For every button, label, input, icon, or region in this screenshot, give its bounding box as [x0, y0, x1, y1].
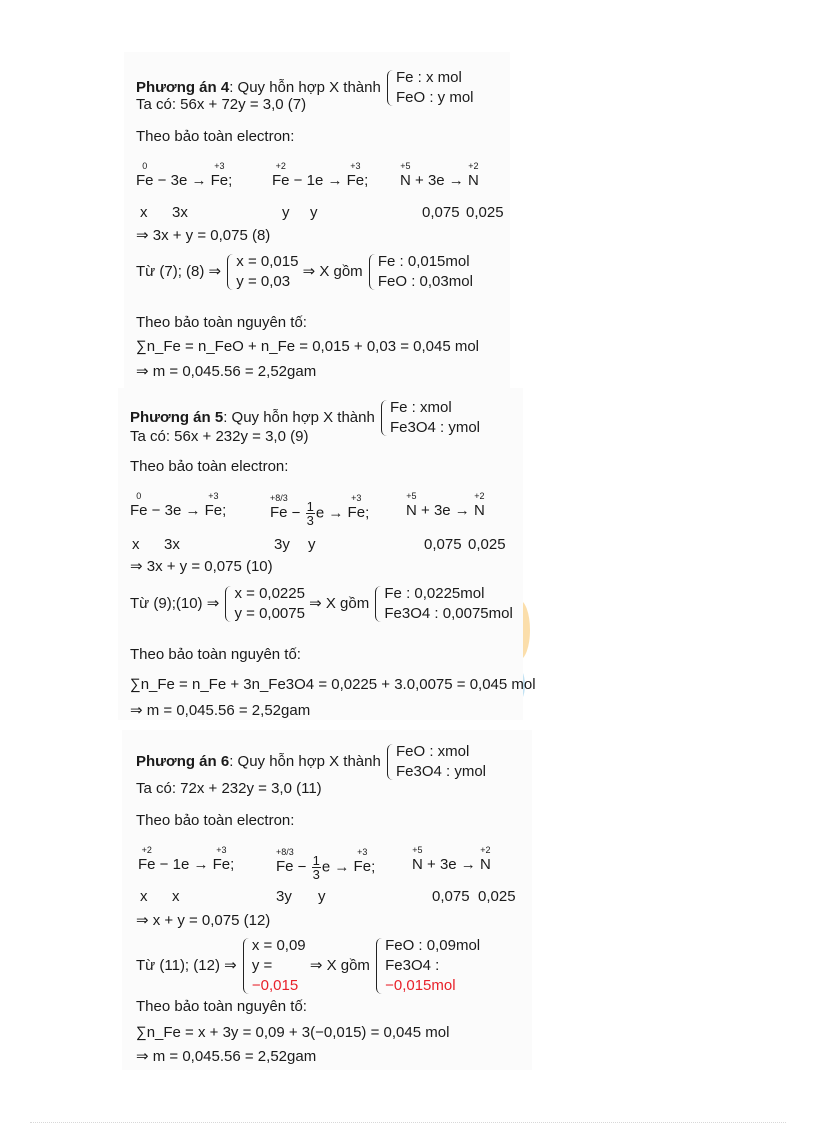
section-4-title-rest: : Quy hỗn hợp X thành	[229, 78, 381, 96]
sys-row	[252, 956, 306, 996]
amount: x	[140, 204, 148, 221]
from-label: Từ (7); (8) ⇒	[136, 262, 222, 280]
section-6-title: Phương án 6	[136, 752, 230, 770]
equation-10: ⇒ 3x + y = 0,075 (10)	[130, 558, 273, 575]
amount: y	[308, 536, 316, 553]
sys-label: Fe3O4 :	[385, 957, 440, 974]
from-label: Từ (9);(10) ⇒	[130, 594, 220, 612]
solution-panel-4	[124, 52, 510, 388]
amount: x	[172, 888, 180, 905]
fe-symbol: 0 Fe	[130, 491, 148, 519]
equation-11: Ta có: 72x + 232y = 3,0 (11)	[136, 780, 322, 797]
frac-num: 1	[306, 499, 314, 514]
sys-row: Fe : 0,015mol	[377, 253, 470, 270]
x-includes-label: ⇒ X gồm	[302, 262, 363, 280]
mass-result: ⇒ m = 0,045.56 = 2,52gam	[136, 1048, 317, 1065]
solution-system	[227, 252, 298, 292]
solution-row	[136, 936, 480, 996]
reaction-row: +5 N + 3e → +2 N	[400, 161, 479, 189]
ox-label: +5	[406, 491, 417, 501]
ox-label: +8/3	[276, 847, 294, 858]
sys-row: x = 0,09	[251, 937, 306, 954]
amount: y	[310, 204, 318, 221]
sys-row: FeO : xmol	[395, 743, 470, 760]
section-6-system	[387, 742, 486, 782]
section-5-title: Phương án 5	[130, 408, 224, 426]
sys-row	[385, 956, 480, 996]
reaction-row: +2 Fe − 1e → +3 Fe;	[272, 161, 369, 189]
amount: y	[282, 204, 290, 221]
ox-label: +2	[468, 161, 479, 171]
fe-symbol: +3 Fe	[212, 845, 231, 873]
reaction-row: +8/3 Fe − $\frac{1}{3}$ e → +3 Fe;	[276, 847, 376, 882]
n-symbol: +2 N	[479, 845, 491, 873]
section-5-title-rest: : Quy hỗn hợp X thành	[223, 408, 375, 426]
fe-symbol: +8/3 Fe	[276, 847, 294, 876]
mass-result: ⇒ m = 0,045.56 = 2,52gam	[136, 363, 317, 380]
section-6-title-rest: : Quy hỗn hợp X thành	[229, 752, 381, 770]
n-symbol: +5 N	[400, 161, 411, 189]
one-third-fraction	[306, 500, 315, 527]
frac-den: 3	[306, 513, 314, 528]
result-system	[375, 584, 512, 624]
amount: 0,025	[478, 888, 516, 905]
section-5-system	[381, 398, 480, 438]
solution-system	[243, 936, 306, 996]
amount: 3y	[274, 536, 290, 553]
solution-panel-6	[122, 730, 532, 1070]
ox-label: +2	[141, 845, 152, 855]
reaction-row: +2 Fe − 1e → +3 Fe;	[138, 845, 235, 873]
sum-fe-equation: ∑n_Fe = n_Fe + 3n_Fe3O4 = 0,0225 + 3.0,0075 = 0,045 mol	[130, 676, 536, 693]
ox-label: +5	[400, 161, 411, 171]
element-balance-label: Theo bảo toàn nguyên tố:	[136, 314, 307, 331]
amount: x	[132, 536, 140, 553]
section-4-system	[387, 68, 474, 108]
sys-row: FeO : 0,09mol	[385, 937, 481, 954]
ox-label: +2	[480, 845, 491, 855]
ox-label: +3	[216, 845, 227, 855]
solution-row	[130, 584, 513, 624]
sys-row: FeO : y mol	[395, 89, 474, 106]
n-symbol: +5 N	[406, 491, 417, 519]
reaction-row: 0 Fe − 3e → +3 Fe;	[130, 491, 227, 519]
amount: 3x	[172, 204, 188, 221]
sum-fe-equation: ∑n_Fe = n_FeO + n_Fe = 0,015 + 0,03 = 0,045 mol	[136, 338, 480, 355]
ox-label: +5	[412, 845, 423, 855]
fe-symbol: 0 Fe	[136, 161, 154, 189]
ox-label: +8/3	[270, 493, 288, 504]
reaction-row: +5 N + 3e → +2 N	[406, 491, 485, 519]
ox-label: +3	[208, 491, 219, 501]
ox-label: +3	[357, 847, 368, 858]
fe-symbol: +3 Fe	[210, 161, 229, 189]
fe-symbol: +8/3 Fe	[270, 493, 288, 522]
sum-fe-equation: ∑n_Fe = x + 3y = 0,09 + 3(−0,015) = 0,045 mol	[136, 1024, 450, 1041]
sys-row: Fe : xmol	[389, 399, 452, 416]
electron-balance-label: Theo bảo toàn electron:	[136, 812, 295, 829]
frac-den: 3	[312, 867, 320, 882]
amount: 0,075	[422, 204, 460, 221]
ox-label: +2	[275, 161, 286, 171]
equation-7: Ta có: 56x + 72y = 3,0 (7)	[136, 96, 307, 113]
solution-row	[136, 252, 473, 292]
frac-num: 1	[312, 853, 320, 868]
element-balance-label: Theo bảo toàn nguyên tố:	[136, 998, 307, 1015]
sys-row: y = 0,0075	[234, 605, 305, 622]
ox-label: +3	[350, 161, 361, 171]
sys-row: Fe : 0,0225mol	[384, 585, 485, 602]
n-symbol: +2 N	[473, 491, 485, 519]
element-balance-label: Theo bảo toàn nguyên tố:	[130, 646, 301, 663]
amount: 3x	[164, 536, 180, 553]
ox-label: +2	[474, 491, 485, 501]
negative-value: −0,015mol	[385, 977, 456, 994]
fe-symbol: +3 Fe	[204, 491, 223, 519]
sys-label: y =	[251, 957, 273, 974]
reaction-row: +5 N + 3e → +2 N	[412, 845, 491, 873]
result-system	[369, 252, 473, 292]
electron-balance-label: Theo bảo toàn electron:	[130, 458, 289, 475]
electron-balance-label: Theo bảo toàn electron:	[136, 128, 295, 145]
section-6-heading	[136, 742, 486, 782]
x-includes-label: ⇒ X gồm	[309, 956, 370, 974]
sys-row: Fe3O4 : ymol	[389, 419, 481, 436]
fe-symbol: +3 Fe	[347, 493, 366, 522]
one-third-fraction	[312, 854, 321, 881]
equation-12: ⇒ x + y = 0,075 (12)	[136, 912, 271, 929]
n-symbol: +2 N	[467, 161, 479, 189]
result-system	[376, 936, 480, 996]
mass-result: ⇒ m = 0,045.56 = 2,52gam	[130, 702, 311, 719]
sys-row: FeO : 0,03mol	[377, 273, 473, 290]
ox-label: 0	[142, 161, 148, 171]
x-includes-label: ⇒ X gồm	[309, 594, 370, 612]
sys-row: Fe : x mol	[395, 69, 462, 86]
sys-row: x = 0,0225	[234, 585, 305, 602]
reaction-row: +8/3 Fe − $\frac{1}{3}$ e → +3 Fe;	[270, 493, 370, 528]
sys-row: x = 0,015	[236, 253, 299, 270]
section-4-title: Phương án 4	[136, 78, 230, 96]
equation-9: Ta có: 56x + 232y = 3,0 (9)	[130, 428, 309, 445]
negative-value: −0,015	[251, 977, 299, 994]
amount: 3y	[276, 888, 292, 905]
fe-symbol: +2 Fe	[272, 161, 290, 189]
amount: 0,025	[468, 536, 506, 553]
solution-system	[225, 584, 304, 624]
n-symbol: +5 N	[412, 845, 423, 873]
sys-row: Fe3O4 : 0,0075mol	[384, 605, 513, 622]
reaction-row: 0 Fe − 3e → +3 Fe;	[136, 161, 233, 189]
amount: y	[318, 888, 326, 905]
ox-label: +3	[351, 493, 362, 504]
amount: 0,075	[432, 888, 470, 905]
solution-panel-5	[118, 388, 536, 720]
equation-8: ⇒ 3x + y = 0,075 (8)	[136, 227, 271, 244]
ox-label: +3	[214, 161, 225, 171]
sys-row: y = 0,03	[236, 273, 291, 290]
fe-symbol: +3 Fe	[346, 161, 365, 189]
fe-symbol: +2 Fe	[138, 845, 156, 873]
amount: 0,075	[424, 536, 462, 553]
amount: x	[140, 888, 148, 905]
from-label: Từ (11); (12) ⇒	[136, 956, 237, 974]
ox-label: 0	[136, 491, 142, 501]
amount: 0,025	[466, 204, 504, 221]
fe-symbol: +3 Fe	[353, 847, 372, 876]
sys-row: Fe3O4 : ymol	[395, 763, 487, 780]
